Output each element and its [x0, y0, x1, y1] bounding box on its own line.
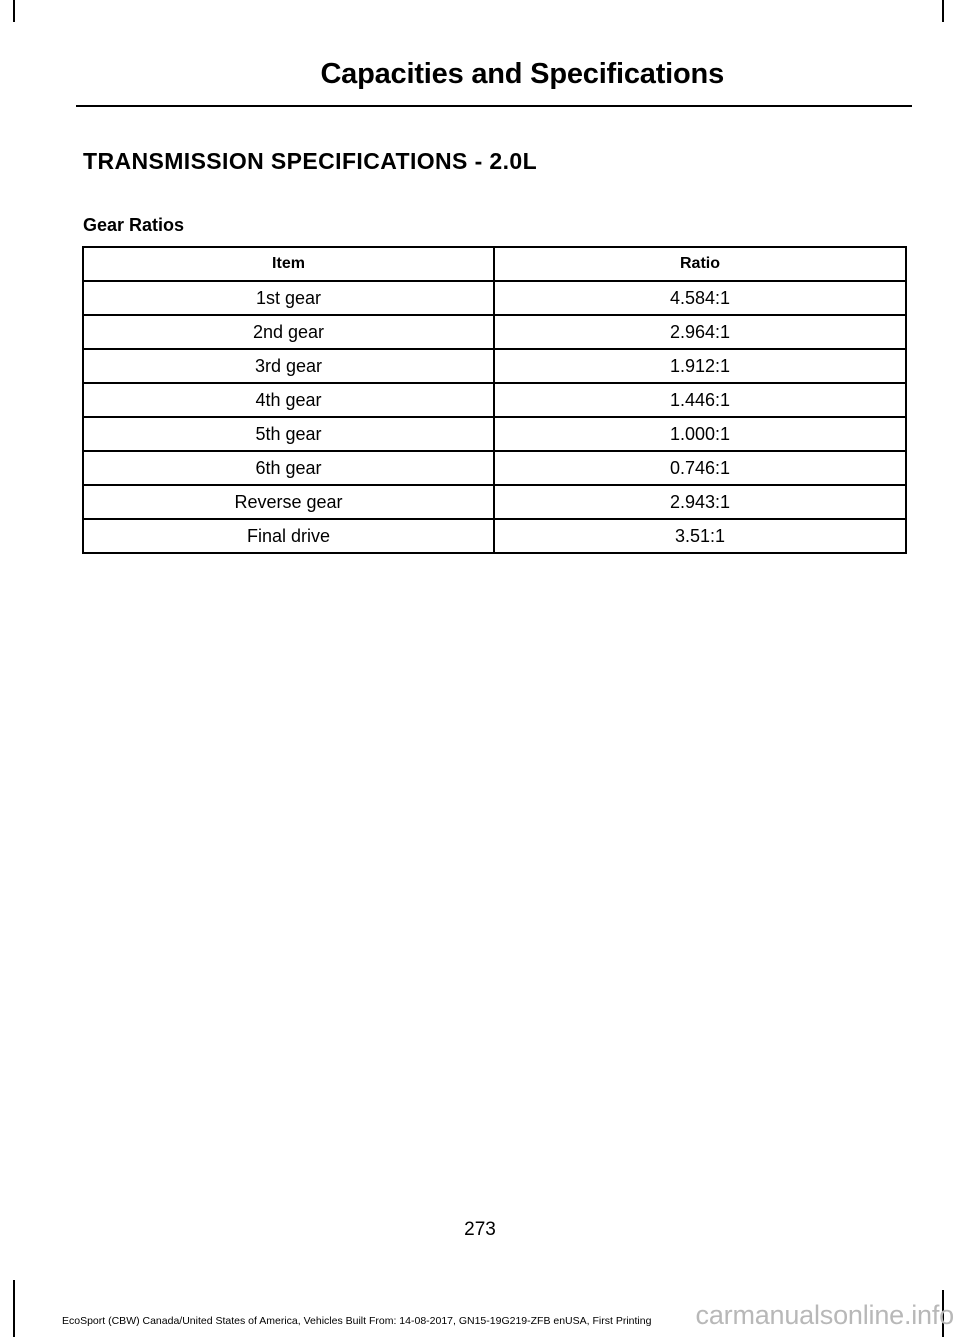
table-header-row: [83, 247, 906, 281]
table-row: [83, 315, 906, 349]
footer-publication-info: EcoSport (CBW) Canada/United States of America, Vehicles Built From: 14-08-2017, GN15-19G219-ZFB enUSA, First Printing: [62, 1315, 652, 1327]
table-row: [83, 485, 906, 519]
item-cell: 3rd gear: [83, 349, 494, 383]
crop-mark-top-left: [13, 0, 15, 22]
page-header-title: Capacities and Specifications: [320, 58, 724, 90]
item-cell: 2nd gear: [83, 315, 494, 349]
table-row: [83, 281, 906, 315]
ratio-cell: 4.584:1: [494, 281, 906, 315]
gear-ratios-table: [82, 246, 907, 554]
column-header-item: Item: [83, 247, 494, 281]
item-cell: 1st gear: [83, 281, 494, 315]
item-cell: 5th gear: [83, 417, 494, 451]
crop-mark-top-right: [942, 0, 944, 22]
item-cell: 4th gear: [83, 383, 494, 417]
crop-mark-bottom-left: [13, 1280, 15, 1337]
ratio-cell: 2.943:1: [494, 485, 906, 519]
table-row: [83, 349, 906, 383]
ratio-cell: 1.000:1: [494, 417, 906, 451]
item-cell: Final drive: [83, 519, 494, 553]
item-cell: 6th gear: [83, 451, 494, 485]
column-header-ratio: Ratio: [494, 247, 906, 281]
header-rule: [76, 105, 912, 107]
ratio-cell: 0.746:1: [494, 451, 906, 485]
table-row: [83, 519, 906, 553]
table-row: [83, 451, 906, 485]
watermark: carmanualsonline.info: [695, 1300, 954, 1330]
subsection-title: Gear Ratios: [83, 215, 185, 235]
ratio-cell: 2.964:1: [494, 315, 906, 349]
ratio-cell: 3.51:1: [494, 519, 906, 553]
ratio-cell: 1.912:1: [494, 349, 906, 383]
table-row: [83, 383, 906, 417]
ratio-cell: 1.446:1: [494, 383, 906, 417]
item-cell: Reverse gear: [83, 485, 494, 519]
table-row: [83, 417, 906, 451]
section-title: TRANSMISSION SPECIFICATIONS - 2.0L: [83, 148, 538, 174]
page-number: 273: [464, 1219, 496, 1240]
